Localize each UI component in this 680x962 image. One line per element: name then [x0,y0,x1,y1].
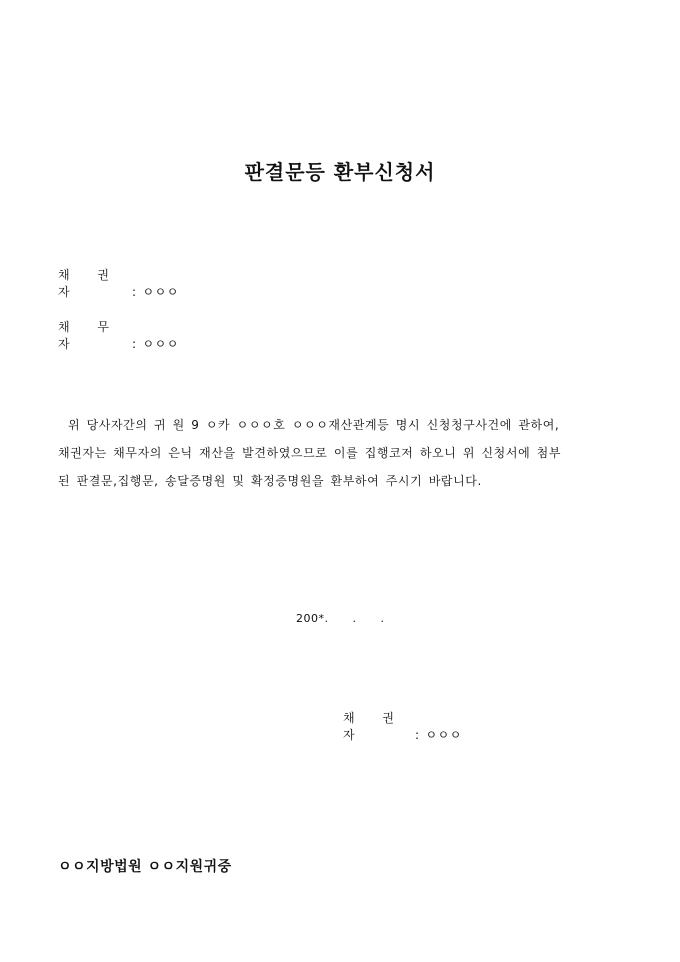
signature-separator: : [415,728,420,742]
creditor-separator: : [132,285,137,299]
court-addressee: ㅇㅇ지방법원 ㅇㅇ지원귀중 [58,859,232,875]
signature-name: ㅇㅇㅇ [425,728,462,742]
signature-label: 채 권 자 [343,711,406,742]
creditor-name: ㅇㅇㅇ [142,285,179,299]
body-line: 채권자는 채무자의 은닉 재산을 발견하였으므로 이를 집행코저 하오니 위 신청서에 첨부 [58,446,562,460]
body-line: 위 당사자간의 귀 원 9 ㅇ카 ㅇㅇㅇ호 ㅇㅇㅇ재산관계등 명시 신청청구사건에 관하여, [68,418,560,432]
filing-date: 200*. . . [296,612,385,625]
creditor-line [58,266,179,300]
debtor-separator: : [132,337,137,351]
debtor-line [58,318,179,352]
debtor-label: 채 무 자 [58,320,121,351]
creditor-label: 채 권 자 [58,268,121,299]
document-title: 판결문등 환부신청서 [244,160,436,184]
debtor-name: ㅇㅇㅇ [142,337,179,351]
body-line: 된 판결문,집행문, 송달증명원 및 확정증명원을 환부하여 주시기 바랍니다. [58,474,482,488]
signature-line [343,709,462,743]
request-body [58,411,638,495]
